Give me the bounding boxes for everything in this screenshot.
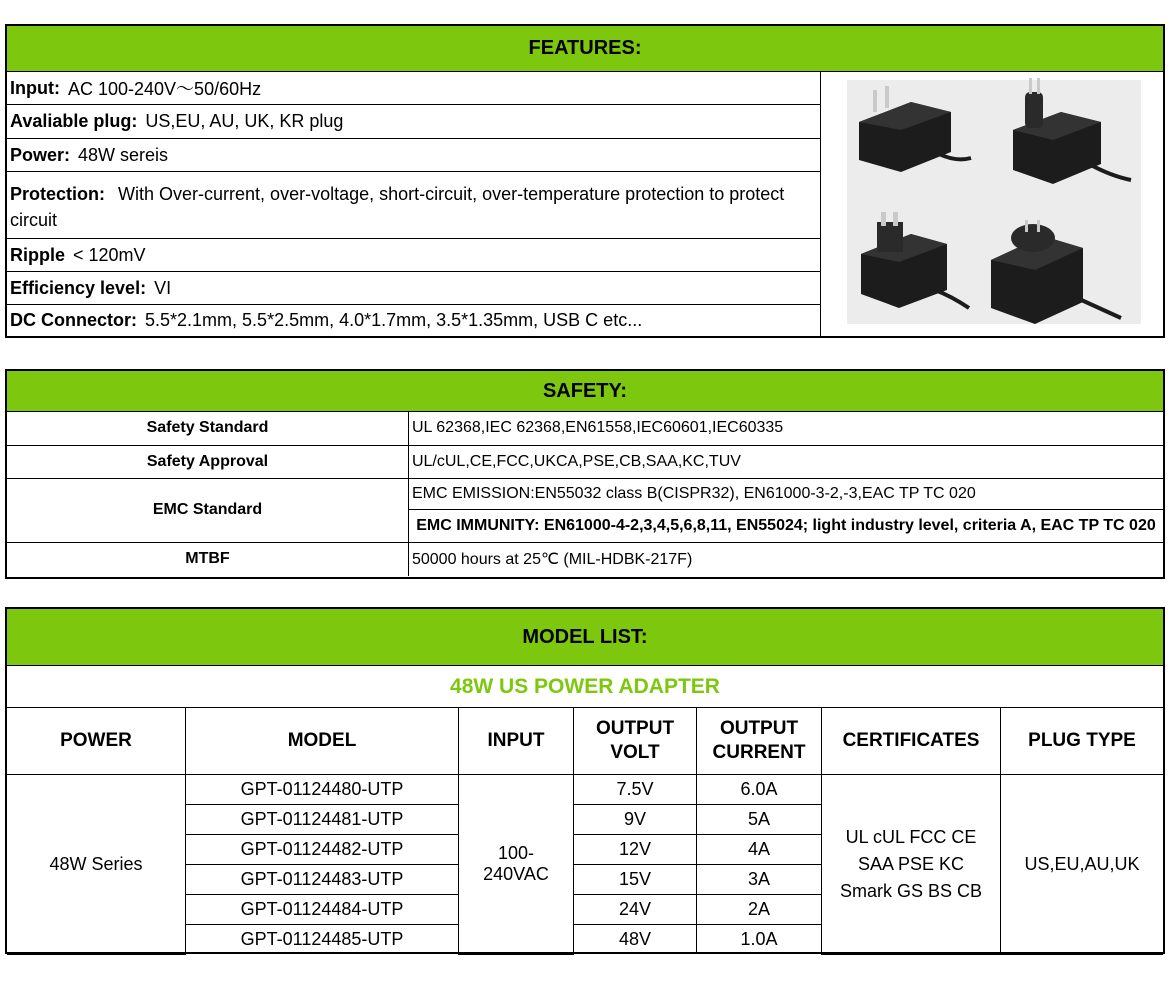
table-row (7, 412, 1163, 445)
mtbf-value: 50000 hours at 25℃ (MIL-HDBK-217F) (408, 542, 1163, 576)
emc-emission-value: EMC EMISSION:EN55032 class B(CISPR32), EN61000-3-2,-3,EAC TP TC 020 (408, 478, 1163, 509)
volt-value: 24V (574, 895, 697, 925)
product-image (821, 72, 1163, 336)
features-title: FEATURES: (7, 26, 1163, 72)
current-value: 2A (697, 895, 822, 925)
safety-standard-value: UL 62368,IEC 62368,EN61558,IEC60601,IEC60335 (408, 412, 1163, 445)
model-value: GPT-01124483-UTP (186, 865, 459, 895)
current-value: 3A (697, 865, 822, 895)
feature-row-protection: Protection: With Over-current, over-voltage, short-circuit, over-temperature protection to protect circuit (7, 172, 820, 239)
plug-type-value: US,EU,AU,UK (1001, 775, 1164, 955)
model-value: GPT-01124480-UTP (186, 775, 459, 805)
col-input: INPUT (459, 708, 574, 775)
model-list-subtitle: 48W US POWER ADAPTER (7, 666, 1163, 708)
model-list-title: MODEL LIST: (7, 609, 1163, 666)
safety-title: SAFETY: (7, 371, 1163, 412)
table-row (7, 542, 1163, 576)
power-value: 48W Series (7, 775, 186, 955)
model-value: GPT-01124481-UTP (186, 805, 459, 835)
features-section (5, 24, 1165, 338)
model-table (7, 708, 1163, 955)
volt-value: 48V (574, 925, 697, 955)
col-certificates: CERTIFICATES (822, 708, 1001, 775)
safety-approval-label: Safety Approval (7, 445, 408, 478)
current-value: 6.0A (697, 775, 822, 805)
table-row (7, 478, 1163, 509)
input-value: 100- 240VAC (459, 775, 574, 955)
model-value: GPT-01124482-UTP (186, 835, 459, 865)
volt-value: 7.5V (574, 775, 697, 805)
col-plug-type: PLUG TYPE (1001, 708, 1164, 775)
col-model: MODEL (186, 708, 459, 775)
emc-immunity-value: EMC IMMUNITY: EN61000-4-2,3,4,5,6,8,11, EN55024; light industry level, criteria A, EAC TP TC 020 (408, 509, 1163, 542)
col-power: POWER (7, 708, 186, 775)
adapters-illustration (821, 72, 1161, 336)
feature-row-ripple: Ripple < 120mV (7, 239, 820, 272)
col-output-current: OUTPUT CURRENT (697, 708, 822, 775)
volt-value: 12V (574, 835, 697, 865)
volt-value: 9V (574, 805, 697, 835)
safety-table (7, 412, 1163, 576)
feature-row-dc-connector: DC Connector: 5.5*2.1mm, 5.5*2.5mm, 4.0*1.7mm, 3.5*1.35mm, USB C etc... (10, 310, 643, 330)
feature-row-efficiency: Efficiency level: VI (7, 272, 820, 305)
mtbf-label: MTBF (7, 542, 408, 576)
features-list (7, 72, 821, 336)
certificates-value: UL cUL FCC CE SAA PSE KC Smark GS BS CB (822, 775, 1001, 955)
feature-row-power: Power: 48W sereis (7, 139, 820, 172)
volt-value: 15V (574, 865, 697, 895)
current-value: 4A (697, 835, 822, 865)
model-list-section (5, 607, 1165, 954)
table-row (7, 775, 1163, 805)
feature-row-input: Input: AC 100-240V～50/60Hz (7, 72, 820, 105)
safety-section (5, 369, 1165, 579)
emc-standard-label: EMC Standard (7, 478, 408, 542)
model-value: GPT-01124484-UTP (186, 895, 459, 925)
col-output-volt: OUTPUT VOLT (574, 708, 697, 775)
safety-standard-label: Safety Standard (7, 412, 408, 445)
feature-row-plug: Avaliable plug: US,EU, AU, UK, KR plug (7, 105, 820, 139)
safety-approval-value: UL/cUL,CE,FCC,UKCA,PSE,CB,SAA,KC,TUV (408, 445, 1163, 478)
table-row (7, 445, 1163, 478)
current-value: 5A (697, 805, 822, 835)
table-header-row (7, 708, 1163, 775)
current-value: 1.0A (697, 925, 822, 955)
model-value: GPT-01124485-UTP (186, 925, 459, 955)
